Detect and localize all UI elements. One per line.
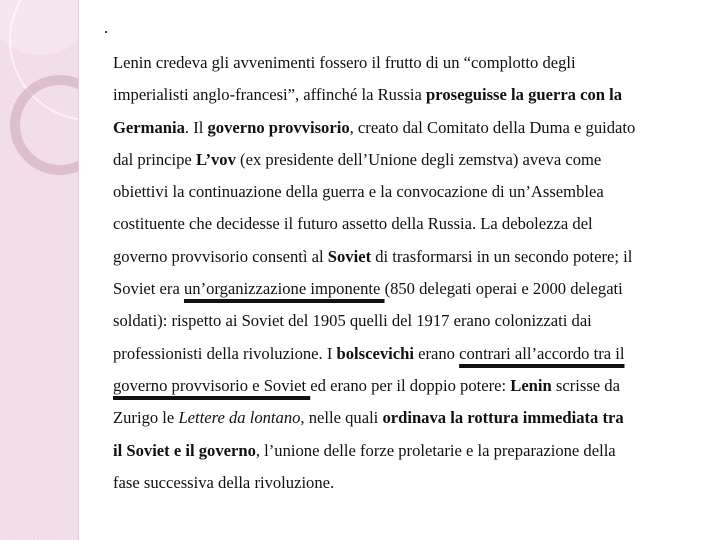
text-segment: erano: [413, 343, 460, 363]
bold-text: il Soviet e il governo: [113, 440, 256, 460]
text-segment: scrisse da: [551, 375, 620, 395]
bold-text: ordinava la rottura immediata tra: [382, 408, 624, 428]
text-segment: , l’unione delle forze proletarie e la preparazione della: [255, 440, 616, 460]
text-line: [113, 50, 713, 82]
bold-text: Soviet: [327, 246, 372, 266]
decorative-side-panel: [0, 0, 78, 540]
underlined-text: un’organizzazione imponente: [183, 279, 385, 299]
text-segment: obiettivi la continuazione della guerra e la convocazione di un’Assemblea: [113, 182, 604, 202]
text-segment: governo provvisorio consentì al: [113, 246, 328, 266]
decorative-circles-icon: [0, 0, 78, 540]
text-line: [113, 405, 713, 437]
underlined-text: governo provvisorio e Soviet: [113, 375, 311, 395]
text-line: [113, 373, 713, 405]
text-line: [113, 438, 713, 470]
text-segment: Lenin credeva gli avvenimenti fossero il frutto di un “complotto degli: [113, 53, 576, 72]
text-line: [113, 115, 713, 147]
italic-text: Lettere da lontano: [178, 408, 301, 428]
text-segment: soldati): rispetto ai Soviet del 1905 quelli del 1917 erano colonizzati dai: [113, 311, 592, 331]
text-line: [113, 470, 713, 502]
text-line: [113, 341, 713, 373]
bold-text: L’vov: [195, 149, 236, 169]
text-segment: professionisti della rivoluzione. I: [113, 343, 337, 363]
underlined-text: contrari all’accordo tra il: [459, 343, 625, 363]
text-segment: . Il: [184, 117, 208, 137]
text-segment: (ex presidente dell’Unione degli zemstva) aveva come: [235, 149, 602, 169]
text-segment: costituente che decidesse il futuro assetto della Russia. La debolezza del: [113, 214, 593, 234]
text-line: [113, 147, 713, 179]
bold-text: Lenin: [510, 375, 552, 395]
text-segment: fase successiva della rivoluzione.: [113, 472, 335, 492]
text-line: [113, 244, 713, 276]
text-line: [113, 82, 713, 114]
bullet-mark: .: [104, 18, 109, 37]
bold-text: Germania: [113, 117, 185, 137]
text-line: [113, 211, 713, 243]
text-line: [113, 308, 713, 340]
bold-text: proseguisse la guerra con la: [426, 85, 623, 105]
bold-text: governo provvisorio: [207, 117, 350, 137]
panel-divider: [78, 0, 79, 540]
text-segment: ed erano per il doppio potere:: [310, 375, 511, 395]
text-segment: imperialisti anglo-francesi”, affinché la Russia: [113, 85, 427, 105]
bold-text: bolscevichi: [336, 343, 414, 363]
text-segment: , nelle quali: [300, 408, 383, 428]
text-segment: , creato dal Comitato della Duma e guidato: [349, 117, 636, 137]
text-segment: dal principe: [113, 149, 196, 169]
text-line: [113, 179, 713, 211]
text-line: [113, 276, 713, 308]
paragraph: [113, 50, 713, 502]
text-segment: di trasformarsi in un secondo potere; il: [371, 246, 633, 266]
text-segment: Zurigo le: [113, 408, 179, 428]
text-segment: (850 delegati operai e 2000 delegati: [384, 279, 623, 299]
text-segment: Soviet era: [113, 279, 184, 299]
